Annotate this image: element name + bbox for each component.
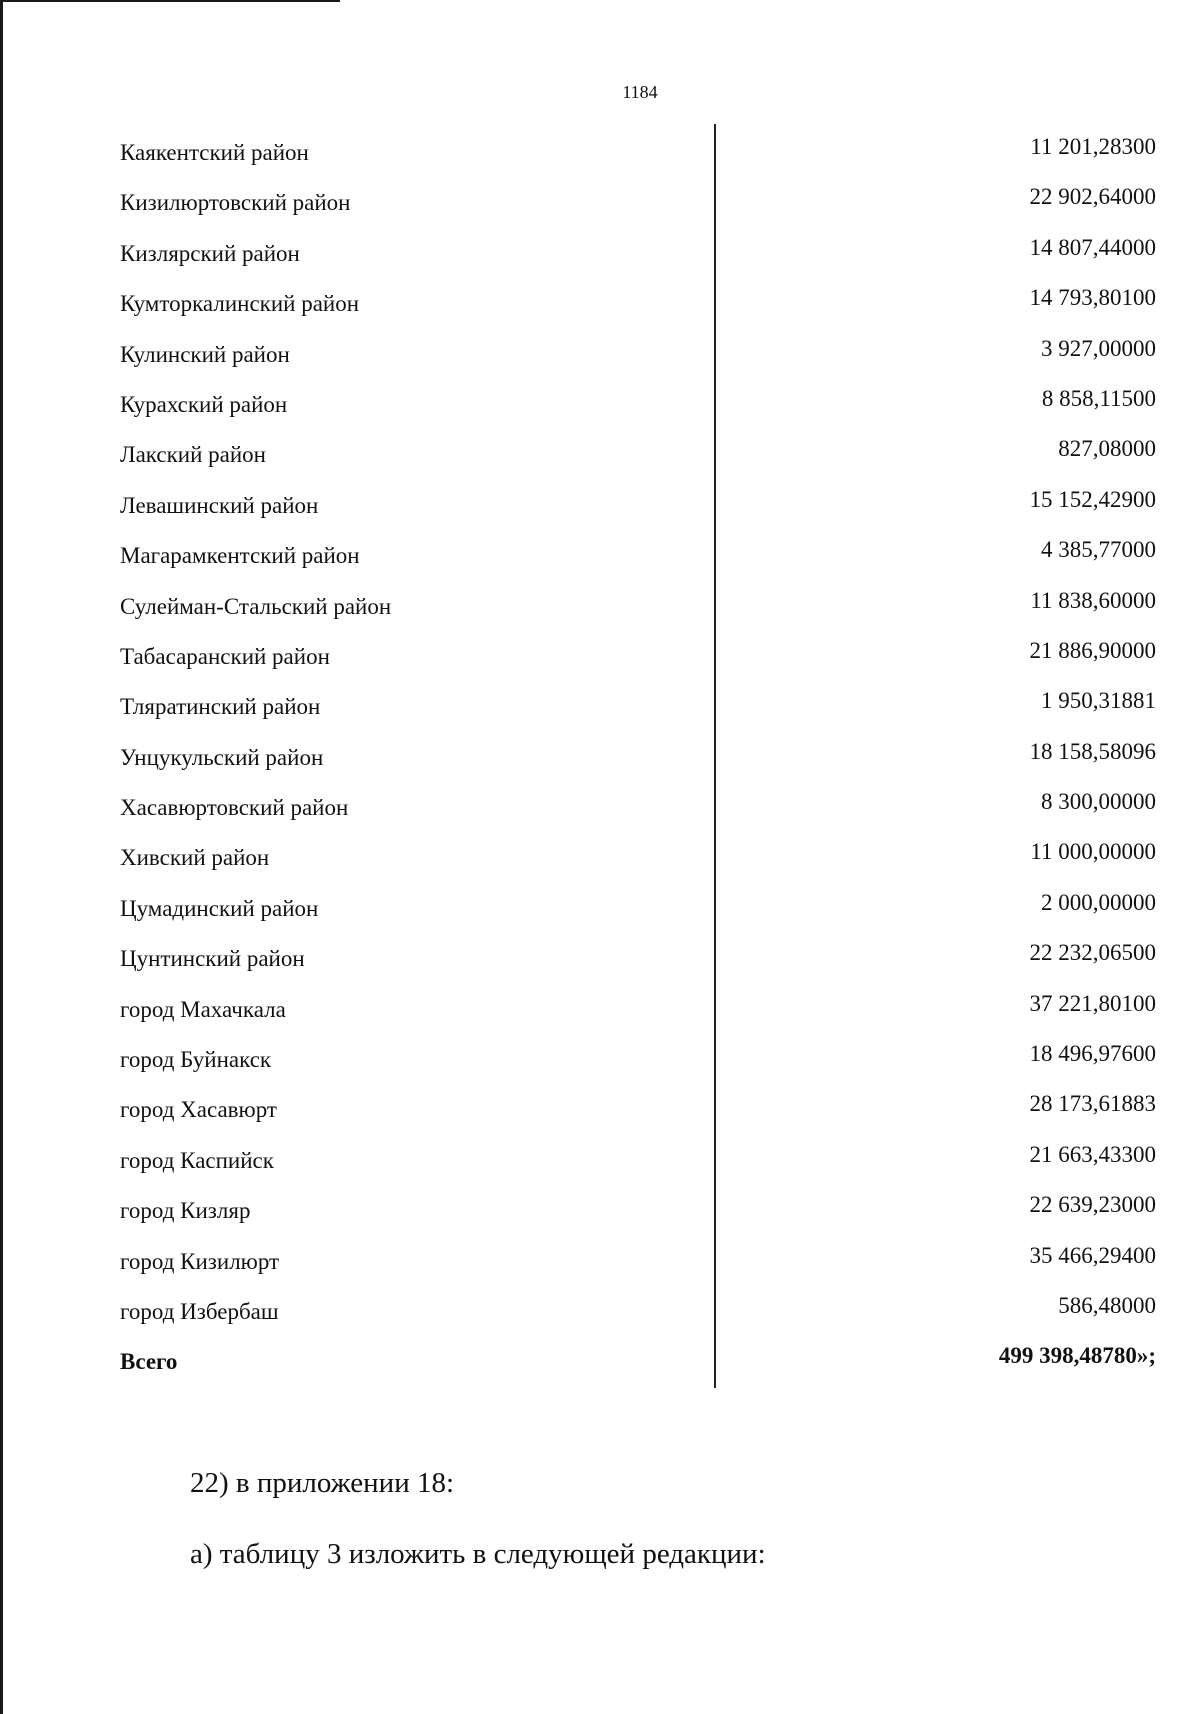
table-row [120,378,1156,428]
row-value: 14 807,44000 [1029,234,1156,260]
allocation-table [120,126,1156,1386]
scan-edge-mark [0,0,3,1714]
row-value: 827,08000 [1058,436,1156,462]
row-name: Цунтинский район [120,946,305,972]
row-name: город Буйнакск [120,1047,272,1073]
table-row [120,1134,1156,1184]
row-value: 4 385,77000 [1041,537,1156,563]
row-value: 11 201,28300 [1030,134,1156,159]
row-value: 22 232,06500 [1029,940,1156,966]
table-row [120,428,1156,478]
row-value: 21 886,90000 [1029,637,1156,663]
table-row [120,882,1156,932]
table-row [120,781,1156,831]
row-name: Хивский район [120,845,270,871]
table-row [120,680,1156,730]
row-name: Левашинский район [120,492,319,518]
table-row [120,630,1156,680]
row-value: 35 466,29400 [1029,1242,1156,1268]
row-value: 18 158,58096 [1029,738,1156,764]
table-total-row [120,1335,1156,1385]
row-name: Магарамкентский район [120,543,360,569]
row-value: 586,48000 [1058,1292,1156,1318]
row-name: Кумторкалинский район [120,291,360,317]
row-name: Курахский район [120,391,288,417]
total-label: Всего [120,1349,178,1375]
row-value: 2 000,00000 [1041,889,1156,915]
table-row [120,277,1156,327]
table-row [120,1285,1156,1335]
row-value: 18 496,97600 [1029,1041,1156,1067]
row-name: Сулейман-Стальский район [120,593,392,619]
table-row [120,126,1156,176]
table-row [120,1033,1156,1083]
row-value: 22 902,64000 [1029,184,1156,210]
row-name: город Избербаш [120,1298,279,1324]
table-row [120,932,1156,982]
table-row [120,1235,1156,1285]
row-name: Каякентский район [120,140,309,165]
table-row [120,731,1156,781]
row-value: 22 639,23000 [1029,1192,1156,1218]
row-name: Кулинский район [120,341,290,367]
row-name: город Каспийск [120,1147,274,1173]
table-row [120,831,1156,881]
row-value: 8 858,11500 [1041,385,1156,411]
row-value: 15 152,42900 [1029,486,1156,512]
row-value: 8 300,00000 [1041,789,1156,815]
row-name: Кизлярский район [120,240,300,266]
row-name: город Кизилюрт [120,1248,280,1274]
row-value: 37 221,80100 [1029,990,1156,1016]
row-name: Хасавюртовский район [120,795,349,821]
paragraph-item-a: а) таблицу 3 изложить в следующей редакции: [190,1538,766,1570]
table-row [120,1083,1156,1133]
row-name: город Махачкала [120,996,286,1022]
row-name: Унцукульский район [120,744,324,770]
table-row [120,227,1156,277]
table-row [120,1184,1156,1234]
row-name: Лакский район [120,442,266,468]
table-row [120,479,1156,529]
row-value: 11 838,60000 [1030,587,1156,613]
row-name: Цумадинский район [120,895,319,921]
page-number: 1184 [622,82,658,102]
table-row [120,529,1156,579]
table-row [120,983,1156,1033]
row-value: 14 793,80100 [1029,285,1156,311]
table-row [120,328,1156,378]
table-row [120,580,1156,630]
row-value: 28 173,61883 [1029,1091,1156,1117]
row-value: 3 927,00000 [1041,335,1156,361]
paragraph-item-22: 22) в приложении 18: [190,1467,455,1499]
row-value: 11 000,00000 [1030,839,1156,865]
row-value: 21 663,43300 [1029,1141,1156,1167]
row-name: Кизилюртовский район [120,190,351,216]
table-row [120,176,1156,226]
row-name: город Кизляр [120,1198,251,1224]
total-value: 499 398,48780»; [998,1343,1156,1369]
row-value: 1 950,31881 [1041,688,1156,714]
row-name: город Хасавюрт [120,1097,277,1123]
row-name: Тляратинский район [120,694,321,720]
row-name: Табасаранский район [120,643,330,669]
scan-top-mark [0,0,340,2]
